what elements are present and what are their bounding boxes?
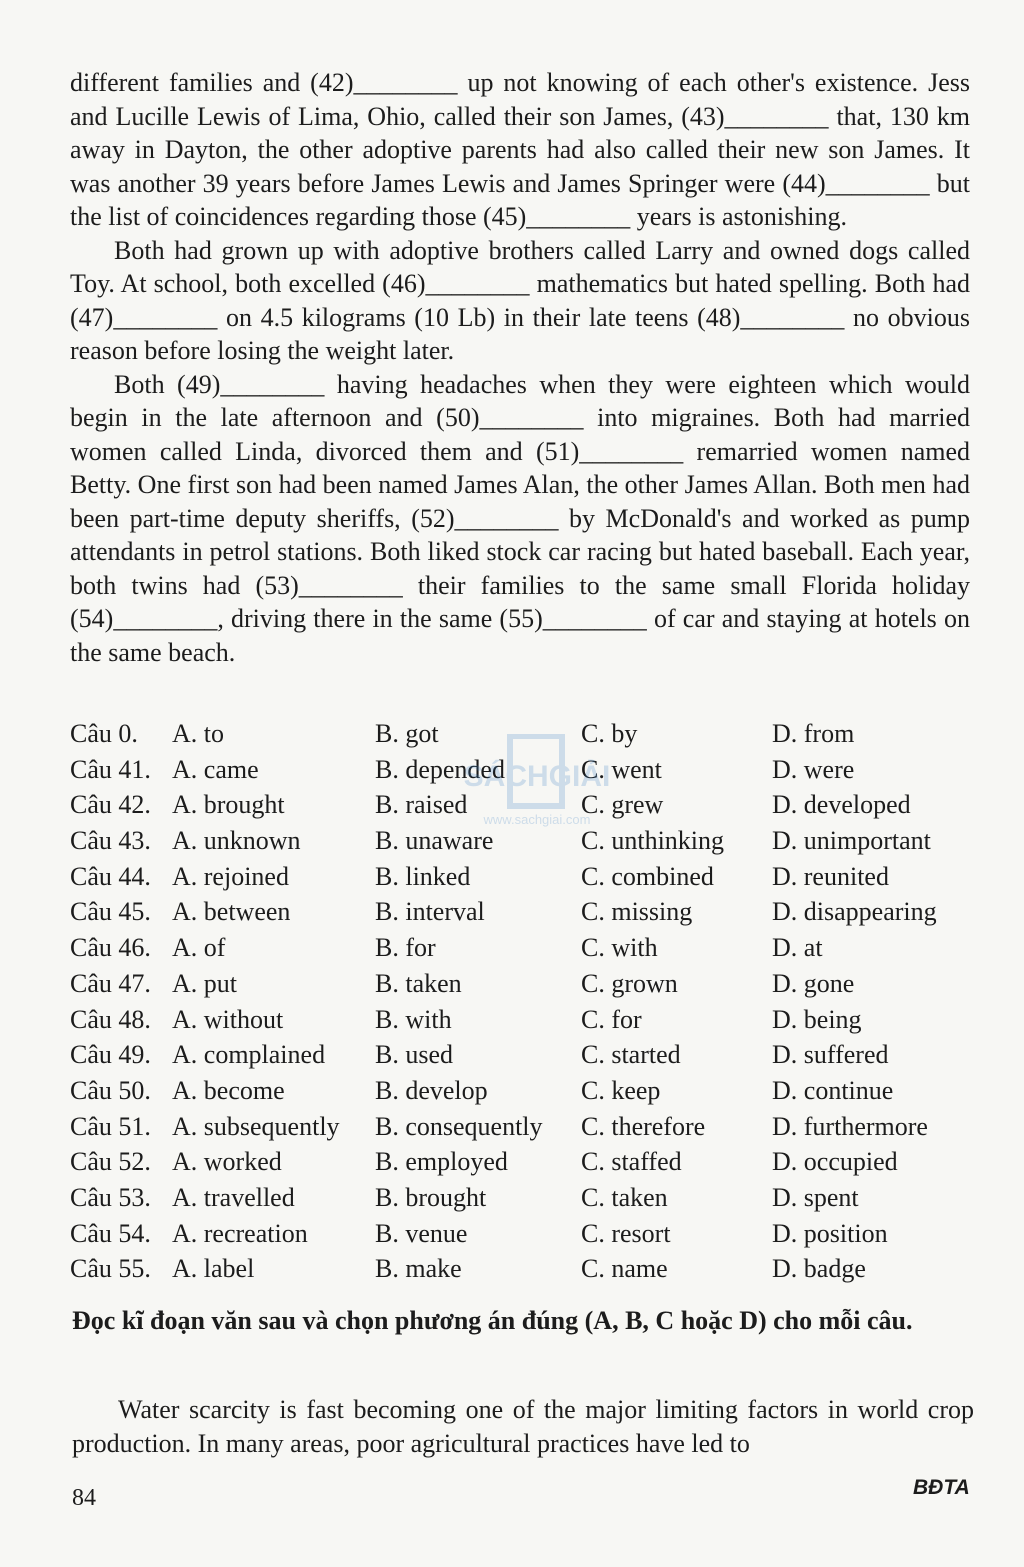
question-row	[70, 1073, 970, 1109]
option-a: A. recreation	[172, 1218, 308, 1248]
option-a: A. between	[172, 897, 291, 927]
option-d: D. unimportant	[772, 826, 931, 856]
option-c: C. unthinking	[581, 826, 725, 856]
option-c: C. therefore	[581, 1111, 706, 1141]
option-c: C. grown	[581, 968, 678, 998]
passage-paragraph-1: different families and (42)________ up not knowing of each other's existence. Jess and Lucille Lewis of Lima, Ohio, called their son James, (43)________ that, 130 km away in Dayton, the other adoptive parents had also called their new son James. It was another 39 years before James Lewis and James Springer were (44)________ but the list of coincidences regarding those (45)________ years is astonishing.	[70, 68, 970, 231]
option-c: C. keep	[581, 1075, 661, 1105]
question-label: Câu 54.	[70, 1218, 151, 1248]
option-a: A. travelled	[172, 1182, 295, 1212]
question-label: Câu 43.	[70, 826, 151, 856]
question-label: Câu 0.	[70, 719, 138, 748]
option-d: D. being	[772, 1004, 862, 1034]
option-d: D. were	[772, 754, 855, 784]
passage-paragraph-2: Both had grown up with adoptive brothers called Larry and owned dogs called Toy. At school, both excelled (46)________ mathematics but hated spelling. Both had (47)________ on 4.5 kilograms (10 Lb) in their late teens (48)________ no obvious reason before losing the weight later.	[70, 235, 970, 365]
question-label: Câu 46.	[70, 933, 151, 963]
option-d: D. occupied	[772, 1147, 898, 1177]
question-row	[70, 1109, 970, 1145]
option-d: D. position	[772, 1218, 888, 1248]
question-row	[70, 894, 970, 930]
option-d: D. reunited	[772, 861, 889, 891]
option-b: B. for	[375, 933, 436, 963]
option-d: D. at	[772, 933, 823, 963]
question-row	[70, 1037, 970, 1073]
option-b: B. unaware	[375, 826, 494, 856]
question-label: Câu 45.	[70, 897, 151, 927]
question-row	[70, 1002, 970, 1038]
question-row	[70, 1180, 970, 1216]
option-d: D. furthermore	[772, 1111, 928, 1141]
option-b: B. with	[375, 1004, 452, 1034]
option-c: C. went	[581, 754, 662, 784]
option-a: A. to	[172, 719, 224, 748]
option-d: D. spent	[772, 1182, 859, 1212]
reading-instruction: Đọc kĩ đoạn văn sau và chọn phương án đúng (A, B, C hoặc D) cho mỗi câu.	[72, 1306, 913, 1335]
option-b: B. taken	[375, 968, 462, 998]
option-b: B. make	[375, 1254, 462, 1284]
option-d: D. suffered	[772, 1040, 889, 1070]
question-label: Câu 44.	[70, 861, 151, 891]
option-d: D. gone	[772, 968, 855, 998]
option-c: C. by	[581, 719, 638, 748]
question-label: Câu 50.	[70, 1075, 151, 1105]
option-a: A. put	[172, 968, 237, 998]
passage-paragraph-3: Both (49)________ having headaches when they were eighteen which would begin in the late afternoon and (50)________ into migraines. Both had married women called Linda, divorced them and (51)________ remarried women named Betty. One first son had been named James Alan, the other James Allan. Both men had been part-time deputy sheriffs, (52)________ by McDonald's and worked as pump attendants in petrol stations. Both liked stock car racing but hated baseball. Each year, both twins had (53)________ their families to the same small Florida holiday (54)________, driving there in the same (55)________ of car and staying at hotels on the same beach.	[70, 369, 970, 667]
question-label: Câu 41.	[70, 754, 151, 784]
question-row	[70, 1216, 970, 1252]
question-row	[70, 1251, 970, 1287]
option-c: C. grew	[581, 790, 664, 820]
option-d: D. from	[772, 719, 855, 748]
option-b: B. venue	[375, 1218, 468, 1248]
cloze-passage	[70, 66, 970, 669]
option-a: A. complained	[172, 1040, 326, 1070]
question-label: Câu 47.	[70, 968, 151, 998]
publisher-mark: BĐTA	[913, 1476, 970, 1499]
question-row	[70, 716, 970, 752]
option-b: B. used	[375, 1040, 453, 1070]
option-d: D. continue	[772, 1075, 894, 1105]
option-b: B. interval	[375, 897, 485, 927]
option-b: B. linked	[375, 861, 471, 891]
answer-options-list	[70, 716, 970, 1287]
option-a: A. become	[172, 1075, 285, 1105]
watermark-url: www.sachgiai.com	[483, 812, 591, 827]
option-c: C. started	[581, 1040, 681, 1070]
option-b: B. depended	[375, 754, 505, 784]
option-b: B. consequently	[375, 1111, 543, 1141]
option-c: C. name	[581, 1254, 668, 1284]
passage2-paragraph: Water scarcity is fast becoming one of the major limiting factors in world crop production. In many areas, poor agricultural practices have led to	[72, 1395, 974, 1458]
option-c: C. resort	[581, 1218, 671, 1248]
question-label: Câu 52.	[70, 1147, 151, 1177]
option-b: B. got	[375, 719, 439, 748]
question-row	[70, 752, 970, 788]
question-row	[70, 823, 970, 859]
option-b: B. raised	[375, 790, 468, 820]
option-b: B. brought	[375, 1182, 487, 1212]
question-label: Câu 49.	[70, 1040, 151, 1070]
question-row	[70, 966, 970, 1002]
question-label: Câu 42.	[70, 790, 151, 820]
question-row	[70, 859, 970, 895]
question-row	[70, 1144, 970, 1180]
option-c: C. combined	[581, 861, 714, 891]
option-a: A. unknown	[172, 826, 301, 856]
option-c: C. for	[581, 1004, 642, 1034]
option-a: A. came	[172, 754, 259, 784]
option-a: A. subsequently	[172, 1111, 340, 1141]
question-label: Câu 48.	[70, 1004, 151, 1034]
option-a: A. rejoined	[172, 861, 289, 891]
option-a: A. worked	[172, 1147, 282, 1177]
option-b: B. employed	[375, 1147, 508, 1177]
option-a: A. without	[172, 1004, 284, 1034]
option-d: D. badge	[772, 1254, 866, 1284]
reading-passage-start	[72, 1393, 974, 1461]
option-d: D. developed	[772, 790, 911, 820]
question-label: Câu 51.	[70, 1111, 151, 1141]
option-b: B. develop	[375, 1075, 488, 1105]
question-label: Câu 53.	[70, 1182, 151, 1212]
page-number: 84	[72, 1485, 96, 1511]
question-row	[70, 787, 970, 823]
question-row	[70, 930, 970, 966]
watermark-text: SÁCHGIẢI	[463, 760, 611, 793]
option-c: C. missing	[581, 897, 693, 927]
option-a: A. label	[172, 1254, 255, 1284]
question-label: Câu 55.	[70, 1254, 151, 1284]
option-a: A. brought	[172, 790, 285, 820]
option-c: C. with	[581, 933, 658, 963]
option-c: C. staffed	[581, 1147, 682, 1177]
option-d: D. disappearing	[772, 897, 937, 927]
option-c: C. taken	[581, 1182, 668, 1212]
option-a: A. of	[172, 933, 226, 963]
